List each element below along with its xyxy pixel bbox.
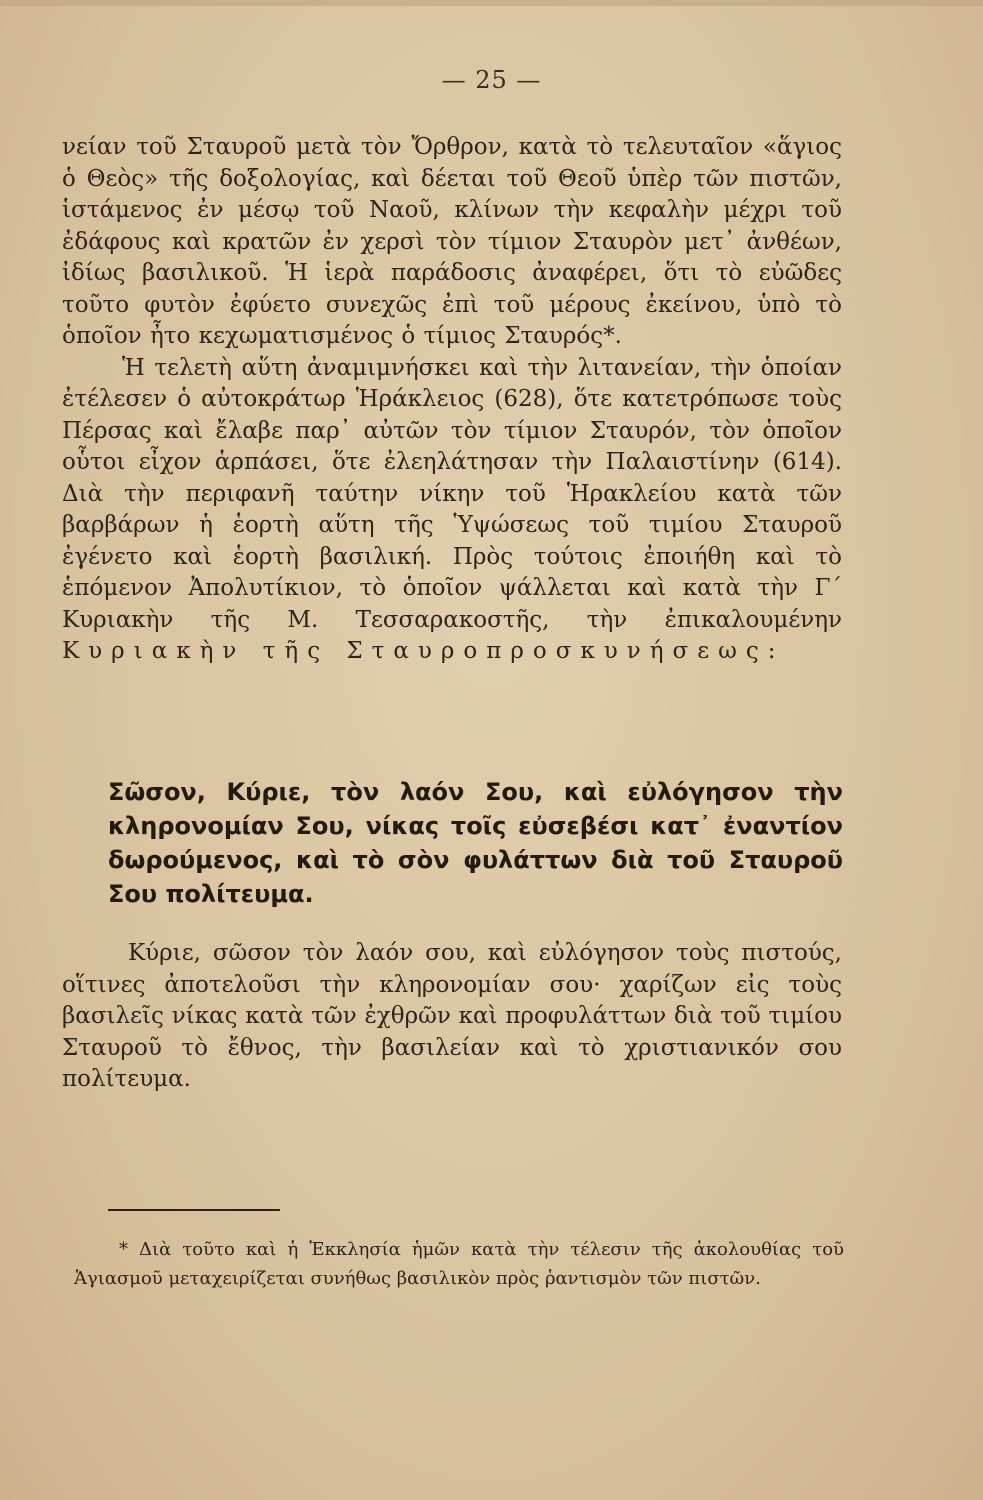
main-text <box>62 132 842 668</box>
paraphrase-paragraph: Κύριε, σῶσον τὸν λαόν σου, καὶ εὐλόγησον τοὺς πιστούς, οἵτινες ἀποτελοῦσι τὴν κληρονομίαν σου· χαρίζων εἰς τοὺς βασιλεῖς νίκας κατὰ τῶν ἐχθρῶν καὶ προφυλάττων διὰ τοῦ τιμίου Σταυροῦ τὸ ἔθνος, τὴν βασιλείαν καὶ τὸ χριστιανικόν σου πολίτευμα. <box>62 940 842 1092</box>
footnote-divider <box>108 1209 280 1211</box>
hymn-paraphrase <box>62 938 842 1096</box>
footnote <box>74 1235 844 1293</box>
paragraph-2 <box>62 353 842 668</box>
paragraph-1: νείαν τοῦ Σταυροῦ μετὰ τὸν Ὄρθρον, κατὰ τὸ τελευταῖον «ἅγιος ὁ Θεὸς» τῆς δοξολογίας, καὶ δέεται τοῦ Θεοῦ ὑπὲρ τῶν πιστῶν, ἱστάμενος ἐν μέσῳ τοῦ Ναοῦ, κλίνων τὴν κεφαλὴν μέχρι τοῦ ἐδάφους καὶ κρατῶν ἐν χερσὶ τὸν τίμιον Σταυρὸν μετ᾽ ἀνθέων, ἰδίως βασιλικοῦ. Ἡ ἱερὰ παράδοσις ἀναφέρει, ὅτι τὸ εὐῶδες τοῦτο φυτὸν ἐφύετο συνεχῶς ἐπὶ τοῦ μέρους ἐκείνου, ὑπὸ τὸ ὁποῖον ἦτο κεχωματισμένος ὁ τίμιος Σταυρός*. <box>62 134 842 349</box>
page-number: — 25 — <box>441 66 542 94</box>
paragraph-2-spaced-title: Κυριακὴν τῆς Σταυροπροσκυνήσεως: <box>62 638 785 664</box>
footnote-text: * Διὰ τοῦτο καὶ ἡ Ἐκκλησία ἡμῶν κατὰ τὴν τέλεσιν τῆς ἀκολουθίας τοῦ Ἁγιασμοῦ μεταχειρίζεται συνήθως βασιλικὸν πρὸς ῥαντισμὸν τῶν πιστῶν. <box>74 1239 844 1289</box>
paragraph-2-lead: Ἡ τελετὴ αὕτη ἀναμιμνήσκει καὶ τὴν λιτανείαν, τὴν ὁποίαν ἐτέλεσεν ὁ αὐτοκράτωρ Ἡράκλειος (628), ὅτε κατετρόπωσε τοὺς Πέρσας καὶ ἔλαβε παρ᾽ αὐτῶν τὸν τίμιον Σταυρόν, τὸν ὁποῖον οὗτοι εἶχον ἁρπάσει, ὅτε ἐλεηλάτησαν τὴν Παλαιστίνην (614). Διὰ τὴν περιφανῆ ταύτην νίκην τοῦ Ἡρακλείου κατὰ τῶν βαρβάρων ἡ ἑορτὴ αὕτη τῆς Ὑψώσεως τοῦ τιμίου Σταυροῦ ἐγένετο καὶ ἑορτὴ βασιλική. Πρὸς τούτοις ἐποιήθη καὶ τὸ ἑπόμενον Ἀπολυτίκιον, τὸ ὁποῖον ψάλλεται καὶ κατὰ τὴν Γ΄ Κυριακὴν τῆς Μ. Τεσσαρακοστῆς, τὴν ἐπικαλουμένην <box>62 354 842 633</box>
page-top-edge <box>0 0 983 6</box>
apolytikion-hymn: Σῶσον, Κύριε, τὸν λαόν Σου, καὶ εὐλόγησον τὴν κληρονομίαν Σου, νίκας τοῖς εὐσεβέσι κατ᾽ ἐναντίον δωρούμενος, καὶ τὸ σὸν φυλάττων διὰ τοῦ Σταυροῦ Σου πολίτευμα. <box>108 778 843 908</box>
